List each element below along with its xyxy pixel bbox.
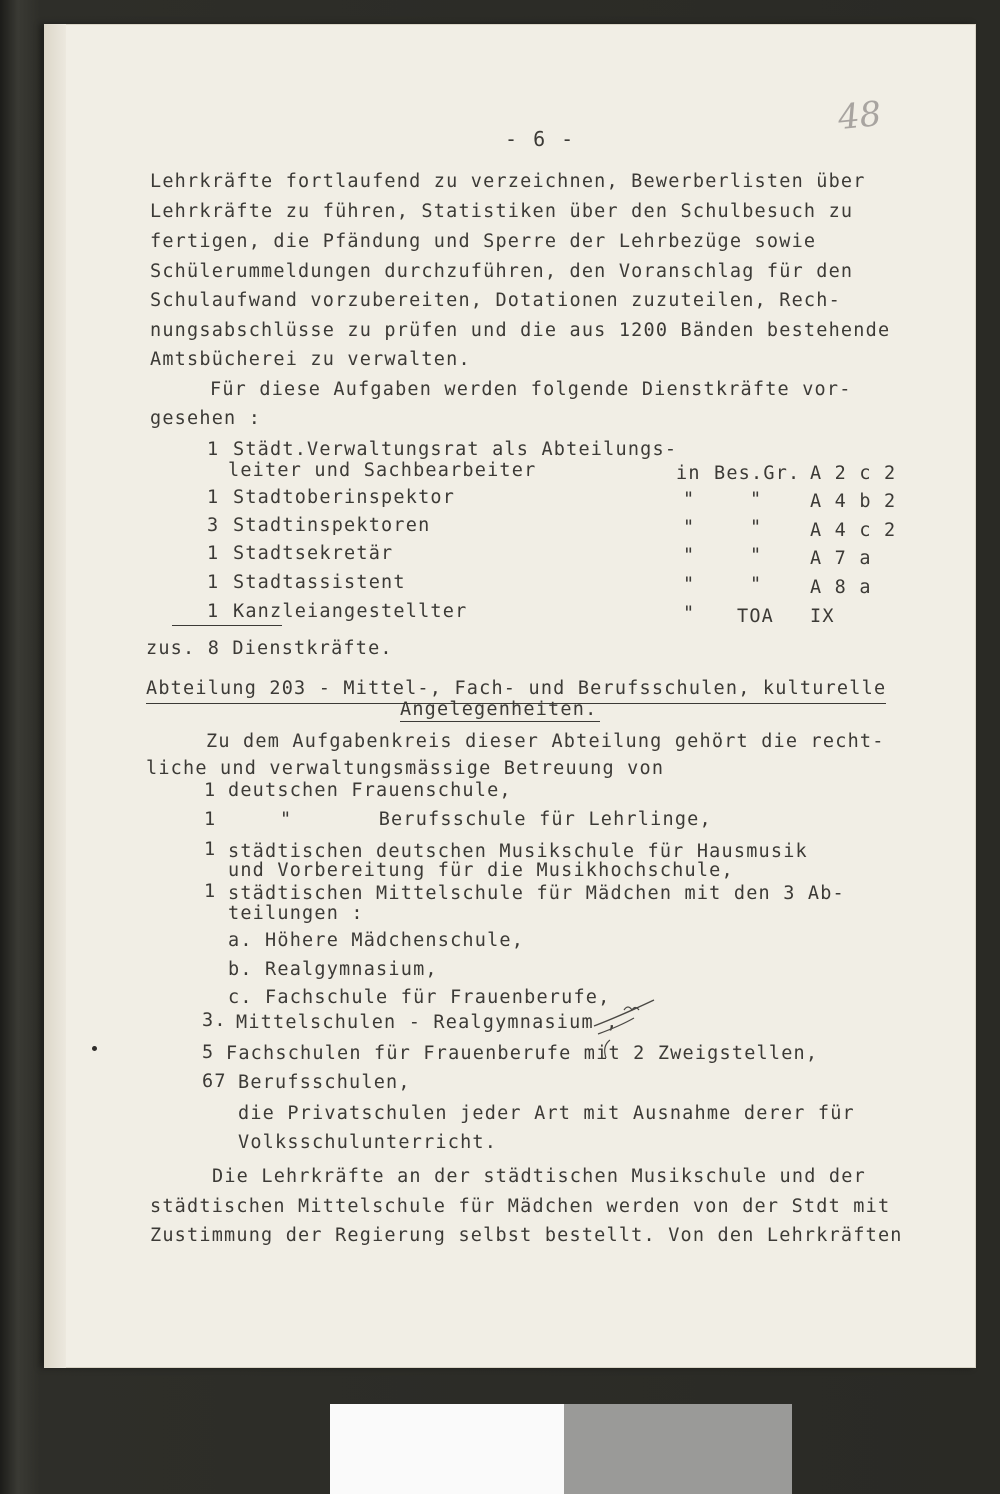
staff-count: 1 xyxy=(207,601,220,622)
list-item-cont: teilungen : xyxy=(228,903,364,924)
staff-group: " xyxy=(750,574,763,595)
list-item-number: 1 xyxy=(204,881,217,902)
staff-in: in xyxy=(676,463,701,484)
staff-in: " xyxy=(683,517,696,538)
staff-count: 1 xyxy=(207,439,220,460)
text-line: gesehen : xyxy=(150,408,262,429)
text-line: Zu dem Aufgabenkreis dieser Abteilung gehört die recht- xyxy=(206,731,885,752)
text-line: städtischen Mittelschule für Mädchen werden von der Stdt mit xyxy=(150,1196,891,1217)
staff-title: Stadtassistent xyxy=(233,572,406,593)
page-number: - 6 - xyxy=(505,127,576,151)
text-line: die Privatschulen jeder Art mit Ausnahme derer für xyxy=(238,1103,855,1124)
staff-count: 1 xyxy=(207,543,220,564)
text-line: Amtsbücherei zu verwalten. xyxy=(150,349,471,370)
text-line: nungsabschlüsse zu prüfen und die aus 1200 Bänden bestehende xyxy=(150,320,891,341)
text-line: Zustimmung der Regierung selbst bestellt. Von den Lehrkräften xyxy=(150,1225,903,1246)
text-line: Schülerummeldungen durchzuführen, den Voranschlag für den xyxy=(150,261,854,282)
list-item: städtischen Mittelschule für Mädchen mit den 3 Ab- xyxy=(228,883,845,904)
text-line: Die Lehrkräfte an der städtischen Musikschule und der xyxy=(212,1166,866,1187)
list-item-number: 3. xyxy=(202,1010,227,1031)
text-line: Schulaufwand vorzubereiten, Dotationen zuzuteilen, Rech- xyxy=(150,290,841,311)
staff-group: TOA xyxy=(737,606,775,627)
sublist-item: c. Fachschule für Frauenberufe, xyxy=(228,987,611,1008)
staff-group: " xyxy=(750,517,763,538)
list-item: Mittelschulen - Realgymnasium , xyxy=(236,1012,619,1033)
list-item: Fachschulen für Frauenberufe mit 2 Zweigstellen, xyxy=(226,1043,819,1064)
staff-title: Städt.Verwaltungsrat als Abteilungs- xyxy=(233,439,678,460)
staff-group: " xyxy=(750,489,763,510)
color-reference-gray xyxy=(564,1404,792,1494)
list-item-number: 1 xyxy=(204,839,217,860)
list-item: " Berufsschule für Lehrlinge, xyxy=(280,809,712,830)
text-line: Lehrkräfte zu führen, Statistiken über den Schulbesuch zu xyxy=(150,201,854,222)
list-item-cont: und Vorbereitung für die Musikhochschule, xyxy=(228,860,734,881)
staff-title: Stadtsekretär xyxy=(233,543,394,564)
list-item: deutschen Frauenschule, xyxy=(228,780,512,801)
staff-count: 1 xyxy=(207,572,220,593)
heading-underline xyxy=(400,721,600,722)
text-line: Lehrkräfte fortlaufend zu verzeichnen, Bewerberlisten über xyxy=(150,171,866,192)
text-line: Volksschulunterricht. xyxy=(238,1132,498,1153)
archive-page-number: 48 xyxy=(836,93,884,139)
list-item-number: 1 xyxy=(204,780,217,801)
staff-grade: A 4 c 2 xyxy=(810,520,897,541)
staff-in: " xyxy=(683,545,696,566)
list-item-number: 1 xyxy=(204,809,217,830)
sum-rule xyxy=(172,625,282,626)
staff-count: 3 xyxy=(207,515,220,536)
staff-grade: IX xyxy=(810,606,835,627)
sublist-item: a. Höhere Mädchenschule, xyxy=(228,930,525,951)
staff-grade: A 7 a xyxy=(810,548,872,569)
staff-total: zus. 8 Dienstkräfte. xyxy=(146,638,393,659)
color-reference-white xyxy=(330,1404,564,1494)
list-item-number: 5 xyxy=(202,1042,215,1063)
text-line: liche und verwaltungsmässige Betreuung von xyxy=(146,758,665,779)
staff-title: Stadtoberinspektor xyxy=(233,487,456,508)
section-heading: Abteilung 203 - Mittel-, Fach- und Berufsschulen, kulturelle xyxy=(146,678,887,699)
staff-title: Kanzleiangestellter xyxy=(233,601,468,622)
staff-in: " xyxy=(683,489,696,510)
staff-grade: A 4 b 2 xyxy=(810,491,897,512)
pen-annotation xyxy=(590,996,670,1066)
section-heading-cont: Angelegenheiten. xyxy=(400,699,598,720)
list-item: städtischen deutschen Musikschule für Hausmusik xyxy=(228,841,808,862)
list-item-number: 67 xyxy=(202,1071,227,1092)
punch-dot xyxy=(92,1046,97,1051)
staff-grade: A 8 a xyxy=(810,577,872,598)
staff-title: Stadtinspektoren xyxy=(233,515,431,536)
staff-group: Bes.Gr. xyxy=(714,463,801,484)
text-line: Für diese Aufgaben werden folgende Dienstkräfte vor- xyxy=(210,379,852,400)
staff-title-cont: leiter und Sachbearbeiter xyxy=(228,460,537,481)
staff-count: 1 xyxy=(207,487,220,508)
page-binding-edge xyxy=(44,24,66,1368)
staff-in: " xyxy=(683,603,696,624)
sublist-item: b. Realgymnasium, xyxy=(228,959,438,980)
staff-grade: A 2 c 2 xyxy=(810,463,897,484)
staff-in: " xyxy=(683,574,696,595)
list-item: Berufsschulen, xyxy=(238,1072,411,1093)
text-line: fertigen, die Pfändung und Sperre der Lehrbezüge sowie xyxy=(150,231,817,252)
staff-group: " xyxy=(750,545,763,566)
